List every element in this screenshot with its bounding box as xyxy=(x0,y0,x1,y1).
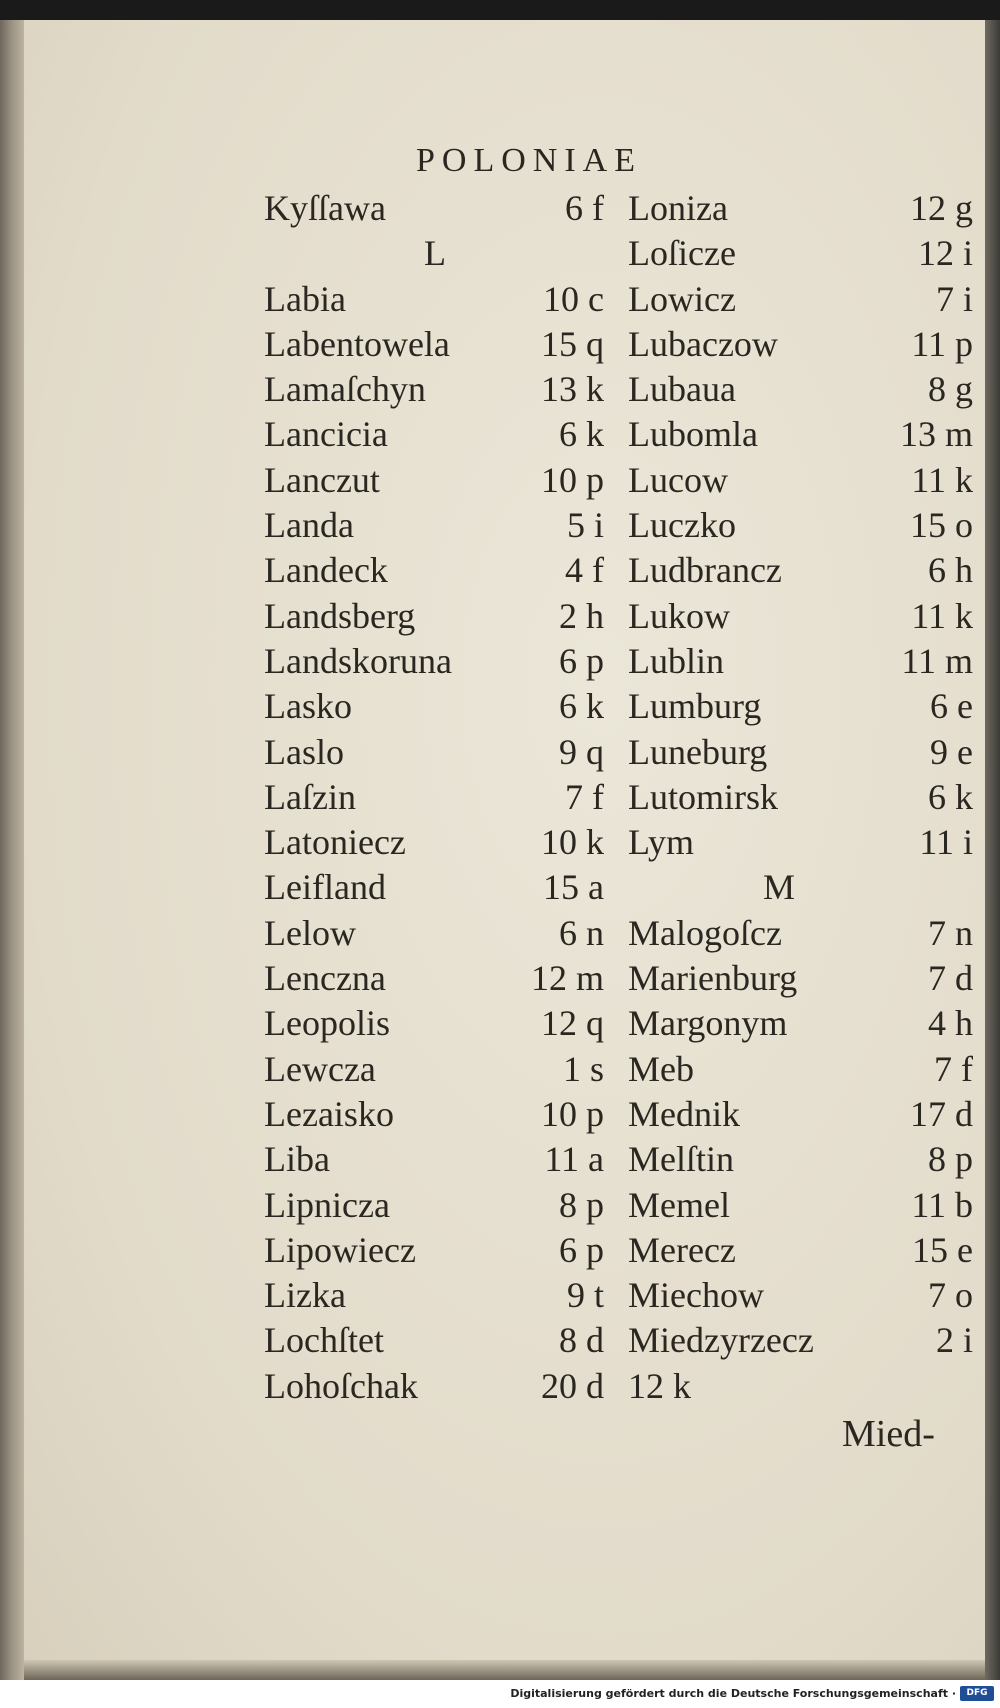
index-entry xyxy=(628,956,973,1001)
entry-name: Latoniecz xyxy=(264,822,406,863)
entry-name: Lasko xyxy=(264,686,352,727)
index-entry xyxy=(628,639,973,684)
entry-map-reference: 8 p xyxy=(928,1139,973,1180)
entry-name: Lucow xyxy=(628,459,728,500)
index-entry xyxy=(264,412,604,457)
index-entry xyxy=(628,1137,973,1182)
index-entry xyxy=(628,1183,973,1228)
entry-map-reference: 10 c xyxy=(543,278,604,319)
book-binding-edge xyxy=(0,20,24,1680)
entry-map-reference: 1 s xyxy=(562,1048,604,1089)
index-entry xyxy=(628,1092,973,1137)
index-entry xyxy=(264,548,604,593)
entry-name: Lumburg xyxy=(628,686,762,727)
page-bottom-edge xyxy=(24,1660,985,1680)
index-entry xyxy=(628,730,973,775)
entry-map-reference: 10 k xyxy=(541,822,604,863)
index-entry xyxy=(628,186,973,231)
entry-map-reference: 6 k xyxy=(559,414,604,455)
index-entry xyxy=(264,865,604,910)
entry-map-reference: 7 f xyxy=(934,1048,973,1089)
entry-name: Margonym xyxy=(628,1003,788,1044)
entry-map-reference: 5 i xyxy=(566,505,604,546)
entry-name: Lubomla xyxy=(628,414,758,455)
entry-name: Landeck xyxy=(264,550,388,591)
entry-map-reference: 13 m xyxy=(899,414,973,455)
entry-map-reference: 6 h xyxy=(928,550,973,591)
index-entry xyxy=(628,1318,973,1363)
index-entry xyxy=(264,730,604,775)
entry-map-reference: 11 m xyxy=(901,640,973,681)
entry-name: Kyſſawa xyxy=(264,188,386,228)
entry-map-reference: 4 f xyxy=(565,550,604,591)
entry-name: Leopolis xyxy=(264,1003,390,1044)
index-entry xyxy=(264,186,604,231)
entry-map-reference: 15 q xyxy=(541,323,604,364)
entry-map-reference: 11 p xyxy=(911,323,973,364)
section-letter xyxy=(628,865,973,910)
entry-name: Lanczut xyxy=(264,459,380,500)
entry-name: Lewcza xyxy=(264,1048,376,1089)
index-entry xyxy=(628,1273,973,1318)
index-entry xyxy=(264,367,604,412)
entry-map-reference: 11 k xyxy=(911,459,973,500)
entry-name: Lym xyxy=(628,822,695,863)
entry-map-reference: 11 i xyxy=(919,822,973,863)
index-entry xyxy=(628,1228,973,1273)
index-entry xyxy=(628,412,973,457)
entry-name: 12 k xyxy=(628,1365,691,1406)
entry-map-reference: 12 g xyxy=(910,188,973,228)
index-entry xyxy=(628,594,973,639)
entry-map-reference: 10 p xyxy=(541,1093,604,1134)
running-header: POLONIAE xyxy=(416,142,642,179)
entry-name: Memel xyxy=(628,1184,730,1225)
index-entry xyxy=(264,1318,604,1363)
entry-name: Luneburg xyxy=(628,731,768,772)
entry-map-reference: 8 d xyxy=(559,1320,604,1361)
index-entry xyxy=(264,1001,604,1046)
catchword: Mied- xyxy=(842,1413,935,1455)
entry-map-reference: 12 i xyxy=(917,233,973,274)
entry-name: Lancicia xyxy=(264,414,388,455)
entry-map-reference: 11 b xyxy=(911,1184,973,1225)
entry-name: Miedzyrzecz xyxy=(628,1320,814,1361)
entry-name: Laſzin xyxy=(264,776,356,817)
index-entry xyxy=(264,1273,604,1318)
entry-name: Lochſtet xyxy=(264,1320,384,1361)
index-entry xyxy=(264,956,604,1001)
index-entry xyxy=(628,775,973,820)
top-border xyxy=(0,0,1000,20)
index-entry xyxy=(628,458,973,503)
entry-name: Labentowela xyxy=(264,323,450,364)
entry-name: Lipnicza xyxy=(264,1184,390,1225)
page-right-edge xyxy=(985,20,1000,1680)
entry-name: Lukow xyxy=(628,595,730,636)
entry-map-reference: 15 e xyxy=(912,1229,973,1270)
index-entry xyxy=(264,684,604,729)
entry-name: Lubaua xyxy=(628,369,736,410)
entry-name: Loniza xyxy=(628,188,728,228)
index-entry xyxy=(628,1364,973,1409)
index-entry xyxy=(628,231,973,276)
entry-map-reference: 6 e xyxy=(930,686,973,727)
dfg-logo-icon: DFG xyxy=(960,1686,994,1701)
index-entry xyxy=(264,1228,604,1273)
entry-map-reference: 6 k xyxy=(559,686,604,727)
entry-name: Landskoruna xyxy=(264,640,452,681)
entry-name: Mednik xyxy=(628,1093,740,1134)
entry-name: Landa xyxy=(264,505,354,546)
index-entry xyxy=(628,684,973,729)
entry-map-reference: 7 i xyxy=(935,278,973,319)
entry-map-reference: 13 k xyxy=(541,369,604,410)
index-entry xyxy=(264,911,604,956)
entry-map-reference: 6 p xyxy=(559,640,604,681)
entry-map-reference: 7 o xyxy=(928,1275,973,1316)
entry-name: Landsberg xyxy=(264,595,416,636)
entry-map-reference: 7 n xyxy=(928,912,973,953)
entry-name: Luczko xyxy=(628,505,736,546)
index-entry xyxy=(264,322,604,367)
entry-name: Lowicz xyxy=(628,278,736,319)
entry-map-reference: 11 k xyxy=(911,595,973,636)
entry-name: Malogoſcz xyxy=(628,912,782,953)
entry-map-reference: 8 p xyxy=(559,1184,604,1225)
entry-name: Marienburg xyxy=(628,958,798,999)
entry-map-reference: 9 t xyxy=(566,1275,604,1316)
index-entry xyxy=(264,503,604,548)
entry-name: Lubaczow xyxy=(628,323,778,364)
footer xyxy=(0,1680,1000,1708)
entry-name: Lizka xyxy=(264,1275,346,1316)
entry-map-reference: 6 n xyxy=(559,912,604,953)
entry-name: Lelow xyxy=(264,912,356,953)
right-index-column xyxy=(628,186,973,1409)
index-entry xyxy=(264,820,604,865)
entry-map-reference: 11 a xyxy=(544,1139,604,1180)
entry-map-reference: 15 o xyxy=(910,505,973,546)
index-entry xyxy=(628,820,973,865)
entry-name: Lamaſchyn xyxy=(264,369,426,410)
index-entry xyxy=(264,458,604,503)
index-entry xyxy=(628,277,973,322)
index-entry xyxy=(264,1047,604,1092)
index-entry xyxy=(628,911,973,956)
index-entry xyxy=(264,1183,604,1228)
entry-name: Labia xyxy=(264,278,346,319)
entry-map-reference: 7 d xyxy=(928,958,973,999)
entry-name: Lohoſchak xyxy=(264,1365,418,1406)
index-entry xyxy=(628,1047,973,1092)
index-entry xyxy=(628,1001,973,1046)
entry-name: Loſicze xyxy=(628,233,736,274)
index-entry xyxy=(264,1092,604,1137)
entry-map-reference: 8 g xyxy=(928,369,973,410)
entry-map-reference: 6 f xyxy=(565,188,604,228)
entry-name: L xyxy=(424,233,446,274)
index-entry xyxy=(628,322,973,367)
entry-map-reference: 6 p xyxy=(559,1229,604,1270)
footer-credit: Digitalisierung gefördert durch die Deutsche Forschungsgemeinschaft · xyxy=(510,1687,956,1700)
entry-name: Ludbrancz xyxy=(628,550,782,591)
entry-map-reference: 6 k xyxy=(928,776,973,817)
entry-map-reference: 15 a xyxy=(543,867,604,908)
entry-name: Leifland xyxy=(264,867,386,908)
index-entry xyxy=(264,1364,604,1409)
index-entry xyxy=(264,277,604,322)
entry-name: Lutomirsk xyxy=(628,776,778,817)
entry-map-reference: 2 h xyxy=(559,595,604,636)
entry-name: Lezaisko xyxy=(264,1093,394,1134)
entry-map-reference: 9 q xyxy=(559,731,604,772)
index-entry xyxy=(628,367,973,412)
entry-name: Lenczna xyxy=(264,958,386,999)
index-entry xyxy=(264,639,604,684)
entry-name: Lipowiecz xyxy=(264,1229,416,1270)
entry-name: Melſtin xyxy=(628,1139,734,1180)
entry-map-reference: 7 f xyxy=(565,776,604,817)
index-entry xyxy=(264,775,604,820)
section-letter xyxy=(264,231,604,276)
entry-map-reference: 17 d xyxy=(910,1093,973,1134)
entry-map-reference: 20 d xyxy=(541,1365,604,1406)
left-index-column xyxy=(264,186,604,1409)
index-entry xyxy=(264,1137,604,1182)
entry-name: Lublin xyxy=(628,640,724,681)
entry-map-reference: 12 m xyxy=(530,958,604,999)
index-entry xyxy=(264,594,604,639)
entry-map-reference: 4 h xyxy=(928,1003,973,1044)
entry-name: Meb xyxy=(628,1048,694,1089)
entry-name: Merecz xyxy=(628,1229,736,1270)
entry-map-reference: 12 q xyxy=(541,1003,604,1044)
entry-name: M xyxy=(763,867,796,908)
entry-name: Laslo xyxy=(264,731,344,772)
entry-map-reference: 10 p xyxy=(541,459,604,500)
entry-map-reference: 2 i xyxy=(935,1320,973,1361)
index-entry xyxy=(628,503,973,548)
entry-map-reference: 9 e xyxy=(930,731,973,772)
index-entry xyxy=(628,548,973,593)
entry-name: Miechow xyxy=(628,1275,764,1316)
entry-name: Liba xyxy=(264,1139,330,1180)
